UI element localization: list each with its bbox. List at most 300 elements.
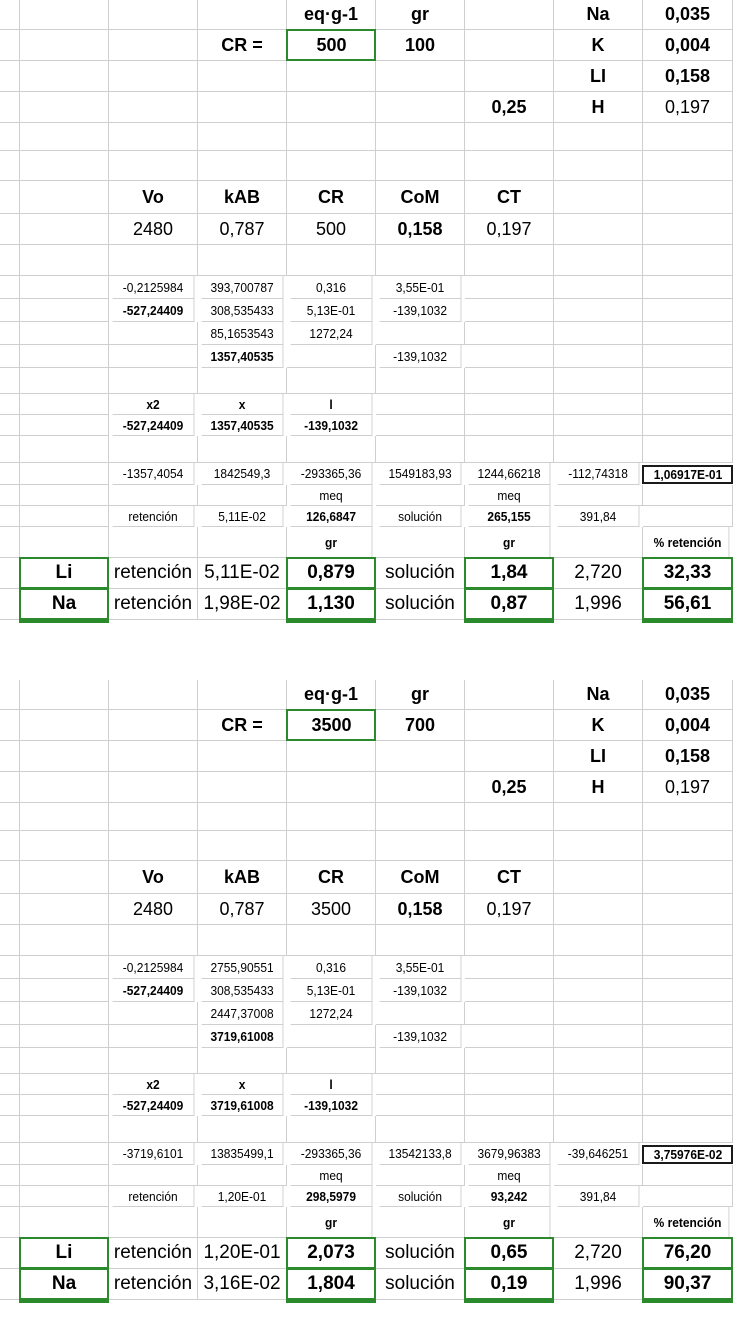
empty-cell[interactable] bbox=[287, 123, 376, 151]
empty-cell[interactable] bbox=[0, 1186, 20, 1207]
empty-cell[interactable] bbox=[20, 394, 109, 415]
empty-cell[interactable] bbox=[0, 485, 20, 506]
empty-cell[interactable] bbox=[20, 1165, 109, 1186]
empty-cell[interactable] bbox=[0, 772, 20, 803]
empty-cell[interactable] bbox=[554, 1095, 643, 1116]
empty-cell[interactable] bbox=[198, 772, 287, 803]
label-pct-retencion[interactable]: % retención bbox=[647, 527, 730, 558]
header-cr[interactable]: CR bbox=[287, 861, 376, 894]
empty-cell[interactable] bbox=[465, 0, 554, 30]
calc-cell[interactable]: -3719,6101 bbox=[113, 1143, 195, 1165]
empty-cell[interactable] bbox=[0, 181, 20, 214]
calc-cell[interactable]: 3679,96383 bbox=[469, 1143, 551, 1165]
result-retencion-value[interactable]: 5,11E-02 bbox=[198, 558, 287, 589]
label-solucion[interactable]: solución bbox=[380, 506, 462, 527]
empty-cell[interactable] bbox=[465, 345, 554, 368]
empty-cell[interactable] bbox=[109, 710, 198, 741]
empty-cell[interactable] bbox=[20, 1116, 109, 1143]
result-gr-value[interactable]: 2,073 bbox=[287, 1238, 376, 1269]
empty-cell[interactable] bbox=[0, 436, 20, 463]
empty-cell[interactable] bbox=[0, 1048, 20, 1074]
empty-cell[interactable] bbox=[465, 1048, 554, 1074]
empty-cell[interactable] bbox=[0, 1025, 20, 1048]
factor-value[interactable]: 0,25 bbox=[465, 92, 554, 123]
result-solucion-label[interactable]: solución bbox=[376, 558, 465, 589]
calc-cell[interactable]: 13542133,8 bbox=[380, 1143, 462, 1165]
empty-cell[interactable] bbox=[643, 1116, 733, 1143]
empty-cell[interactable] bbox=[109, 30, 198, 61]
empty-cell[interactable] bbox=[376, 1095, 465, 1116]
empty-cell[interactable] bbox=[109, 61, 198, 92]
empty-cell[interactable] bbox=[0, 1143, 20, 1165]
header-ct[interactable]: CT bbox=[465, 181, 554, 214]
calc-cell[interactable]: 1244,66218 bbox=[469, 463, 551, 485]
header-kab[interactable]: kAB bbox=[198, 181, 287, 214]
label-retencion[interactable]: retención bbox=[113, 506, 195, 527]
empty-cell[interactable] bbox=[376, 61, 465, 92]
empty-cell[interactable] bbox=[20, 345, 109, 368]
empty-cell[interactable] bbox=[287, 741, 376, 772]
empty-cell[interactable] bbox=[643, 1002, 733, 1025]
empty-cell[interactable] bbox=[20, 506, 109, 527]
empty-cell[interactable] bbox=[109, 1002, 198, 1025]
result-retencion-label[interactable]: retención bbox=[109, 589, 198, 620]
empty-cell[interactable] bbox=[554, 368, 643, 394]
result-ion-label[interactable]: Li bbox=[20, 558, 109, 589]
empty-cell[interactable] bbox=[643, 1074, 733, 1095]
empty-cell[interactable] bbox=[0, 506, 20, 527]
empty-cell[interactable] bbox=[0, 322, 20, 345]
calc-cell[interactable]: 0,316 bbox=[291, 276, 373, 299]
empty-cell[interactable] bbox=[554, 831, 643, 861]
empty-cell[interactable] bbox=[465, 1025, 554, 1048]
calc-cell[interactable]: -293365,36 bbox=[291, 1143, 373, 1165]
empty-cell[interactable] bbox=[20, 245, 109, 276]
result-solucion-value[interactable]: 1,84 bbox=[465, 558, 554, 589]
empty-cell[interactable] bbox=[465, 436, 554, 463]
empty-cell[interactable] bbox=[376, 123, 465, 151]
empty-cell[interactable] bbox=[287, 772, 376, 803]
empty-cell[interactable] bbox=[0, 345, 20, 368]
empty-cell[interactable] bbox=[20, 92, 109, 123]
empty-cell[interactable] bbox=[0, 925, 20, 956]
empty-cell[interactable] bbox=[287, 92, 376, 123]
empty-cell[interactable] bbox=[0, 0, 20, 30]
empty-cell[interactable] bbox=[376, 1207, 465, 1238]
empty-cell[interactable] bbox=[109, 527, 198, 558]
header-kab[interactable]: kAB bbox=[198, 861, 287, 894]
empty-cell[interactable] bbox=[643, 345, 733, 368]
result-retencion-value[interactable]: 1,20E-01 bbox=[198, 1238, 287, 1269]
empty-cell[interactable] bbox=[109, 1165, 198, 1186]
empty-cell[interactable] bbox=[287, 1048, 376, 1074]
empty-cell[interactable] bbox=[109, 245, 198, 276]
empty-cell[interactable] bbox=[109, 123, 198, 151]
empty-cell[interactable] bbox=[198, 680, 287, 710]
empty-cell[interactable] bbox=[376, 831, 465, 861]
calc-cell[interactable]: 1,20E-01 bbox=[202, 1186, 284, 1207]
empty-cell[interactable] bbox=[109, 151, 198, 181]
empty-cell[interactable] bbox=[376, 245, 465, 276]
result-solucion-label[interactable]: solución bbox=[376, 1269, 465, 1300]
empty-cell[interactable] bbox=[20, 123, 109, 151]
empty-cell[interactable] bbox=[0, 245, 20, 276]
calc-cell[interactable]: -112,74318 bbox=[558, 463, 640, 485]
factor-value[interactable]: 0,25 bbox=[465, 772, 554, 803]
root-l[interactable]: -139,1032 bbox=[291, 1095, 373, 1116]
empty-cell[interactable] bbox=[0, 1238, 20, 1269]
empty-cell[interactable] bbox=[465, 680, 554, 710]
empty-cell[interactable] bbox=[198, 803, 287, 831]
empty-cell[interactable] bbox=[643, 894, 733, 925]
value-com[interactable]: 0,158 bbox=[376, 214, 465, 245]
empty-cell[interactable] bbox=[554, 214, 643, 245]
header-vo[interactable]: Vo bbox=[109, 181, 198, 214]
empty-cell[interactable] bbox=[20, 322, 109, 345]
empty-cell[interactable] bbox=[376, 436, 465, 463]
unit-meq[interactable]: meq bbox=[469, 1165, 551, 1186]
header-ct[interactable]: CT bbox=[465, 861, 554, 894]
empty-cell[interactable] bbox=[0, 463, 20, 485]
ion-value-li[interactable]: 0,158 bbox=[643, 61, 733, 92]
empty-cell[interactable] bbox=[287, 1116, 376, 1143]
empty-cell[interactable] bbox=[376, 394, 465, 415]
empty-cell[interactable] bbox=[0, 1002, 20, 1025]
empty-cell[interactable] bbox=[198, 1048, 287, 1074]
result-solucion-value[interactable]: 0,65 bbox=[465, 1238, 554, 1269]
unit-meq[interactable]: meq bbox=[291, 1165, 373, 1186]
empty-cell[interactable] bbox=[643, 276, 733, 299]
ion-label-h[interactable]: H bbox=[554, 92, 643, 123]
calc-cell[interactable]: -0,2125984 bbox=[113, 956, 195, 979]
value-kab[interactable]: 0,787 bbox=[198, 214, 287, 245]
ion-label-li[interactable]: LI bbox=[554, 61, 643, 92]
empty-cell[interactable] bbox=[20, 1002, 109, 1025]
empty-cell[interactable] bbox=[0, 368, 20, 394]
empty-cell[interactable] bbox=[0, 956, 20, 979]
calc-cell[interactable]: -39,646251 bbox=[558, 1143, 640, 1165]
empty-cell[interactable] bbox=[376, 925, 465, 956]
calc-cell[interactable]: 85,1653543 bbox=[202, 322, 284, 345]
empty-cell[interactable] bbox=[643, 831, 733, 861]
empty-cell[interactable] bbox=[109, 1116, 198, 1143]
result-ion-label[interactable]: Na bbox=[20, 589, 109, 620]
ion-value-h[interactable]: 0,197 bbox=[643, 772, 733, 803]
empty-cell[interactable] bbox=[198, 436, 287, 463]
empty-cell[interactable] bbox=[554, 123, 643, 151]
result-solucion-value[interactable]: 0,87 bbox=[465, 589, 554, 620]
empty-cell[interactable] bbox=[554, 1165, 643, 1186]
empty-cell[interactable] bbox=[20, 0, 109, 30]
calc-cell[interactable]: 1842549,3 bbox=[202, 463, 284, 485]
empty-cell[interactable] bbox=[109, 345, 198, 368]
root-x2[interactable]: -527,24409 bbox=[113, 415, 195, 436]
empty-cell[interactable] bbox=[287, 925, 376, 956]
empty-cell[interactable] bbox=[465, 710, 554, 741]
result-pct-value[interactable]: 32,33 bbox=[643, 558, 733, 589]
empty-cell[interactable] bbox=[554, 276, 643, 299]
empty-cell[interactable] bbox=[109, 368, 198, 394]
empty-cell[interactable] bbox=[643, 151, 733, 181]
result-retencion-label[interactable]: retención bbox=[109, 558, 198, 589]
calc-cell[interactable]: 93,242 bbox=[469, 1186, 551, 1207]
calc-cell[interactable]: 1357,40535 bbox=[202, 345, 284, 368]
empty-cell[interactable] bbox=[0, 61, 20, 92]
empty-cell[interactable] bbox=[20, 831, 109, 861]
result-value[interactable]: 2,720 bbox=[554, 558, 643, 589]
header-com[interactable]: CoM bbox=[376, 861, 465, 894]
empty-cell[interactable] bbox=[287, 1025, 376, 1048]
result-retencion-value[interactable]: 1,98E-02 bbox=[198, 589, 287, 620]
empty-cell[interactable] bbox=[109, 485, 198, 506]
empty-cell[interactable] bbox=[643, 415, 733, 436]
empty-cell[interactable] bbox=[20, 527, 109, 558]
result-gr-value[interactable]: 1,130 bbox=[287, 589, 376, 620]
empty-cell[interactable] bbox=[643, 1165, 733, 1186]
empty-cell[interactable] bbox=[465, 61, 554, 92]
result-cell[interactable]: 3,75976E-02 bbox=[653, 1146, 723, 1162]
result-solucion-label[interactable]: solución bbox=[376, 589, 465, 620]
empty-cell[interactable] bbox=[376, 322, 465, 345]
empty-cell[interactable] bbox=[376, 1074, 465, 1095]
empty-cell[interactable] bbox=[554, 1025, 643, 1048]
empty-cell[interactable] bbox=[465, 368, 554, 394]
empty-cell[interactable] bbox=[554, 415, 643, 436]
empty-cell[interactable] bbox=[554, 436, 643, 463]
empty-cell[interactable] bbox=[554, 394, 643, 415]
empty-cell[interactable] bbox=[109, 322, 198, 345]
empty-cell[interactable] bbox=[198, 368, 287, 394]
empty-cell[interactable] bbox=[287, 368, 376, 394]
result-solucion-value[interactable]: 0,19 bbox=[465, 1269, 554, 1300]
empty-cell[interactable] bbox=[0, 894, 20, 925]
empty-cell[interactable] bbox=[0, 558, 20, 589]
ion-label-li[interactable]: LI bbox=[554, 741, 643, 772]
result-gr-value[interactable]: 1,804 bbox=[287, 1269, 376, 1300]
calc-cell[interactable]: 0,316 bbox=[291, 956, 373, 979]
calc-cell[interactable]: -139,1032 bbox=[380, 345, 462, 368]
ion-label-k[interactable]: K bbox=[554, 710, 643, 741]
calc-cell[interactable]: 3719,61008 bbox=[202, 1025, 284, 1048]
label-x2[interactable]: x2 bbox=[113, 394, 195, 415]
empty-cell[interactable] bbox=[465, 394, 554, 415]
empty-cell[interactable] bbox=[287, 345, 376, 368]
result-retencion-label[interactable]: retención bbox=[109, 1238, 198, 1269]
unit-gr[interactable]: gr bbox=[469, 527, 551, 558]
calc-cell[interactable]: 265,155 bbox=[469, 506, 551, 527]
empty-cell[interactable] bbox=[465, 831, 554, 861]
unit-label-gr[interactable]: gr bbox=[376, 0, 465, 30]
empty-cell[interactable] bbox=[0, 276, 20, 299]
calc-cell[interactable]: 5,13E-01 bbox=[291, 979, 373, 1002]
empty-cell[interactable] bbox=[198, 0, 287, 30]
empty-cell[interactable] bbox=[20, 1025, 109, 1048]
empty-cell[interactable] bbox=[20, 436, 109, 463]
empty-cell[interactable] bbox=[376, 151, 465, 181]
empty-cell[interactable] bbox=[554, 956, 643, 979]
empty-cell[interactable] bbox=[0, 831, 20, 861]
result-solucion-label[interactable]: solución bbox=[376, 1238, 465, 1269]
label-retencion[interactable]: retención bbox=[113, 1186, 195, 1207]
empty-cell[interactable] bbox=[109, 772, 198, 803]
empty-cell[interactable] bbox=[0, 92, 20, 123]
result-pct-value[interactable]: 76,20 bbox=[643, 1238, 733, 1269]
label-pct-retencion[interactable]: % retención bbox=[647, 1207, 730, 1238]
empty-cell[interactable] bbox=[643, 1186, 733, 1207]
empty-cell[interactable] bbox=[0, 1095, 20, 1116]
empty-cell[interactable] bbox=[20, 979, 109, 1002]
empty-cell[interactable] bbox=[643, 436, 733, 463]
empty-cell[interactable] bbox=[20, 214, 109, 245]
label-x[interactable]: x bbox=[202, 1074, 284, 1095]
ion-value-na[interactable]: 0,035 bbox=[643, 680, 733, 710]
result-pct-value[interactable]: 90,37 bbox=[643, 1269, 733, 1300]
empty-cell[interactable] bbox=[109, 1025, 198, 1048]
root-x[interactable]: 1357,40535 bbox=[202, 415, 284, 436]
empty-cell[interactable] bbox=[20, 61, 109, 92]
empty-cell[interactable] bbox=[376, 1116, 465, 1143]
empty-cell[interactable] bbox=[643, 322, 733, 345]
empty-cell[interactable] bbox=[20, 1186, 109, 1207]
empty-cell[interactable] bbox=[376, 772, 465, 803]
empty-cell[interactable] bbox=[465, 741, 554, 772]
calc-cell[interactable]: 5,13E-01 bbox=[291, 299, 373, 322]
value-ct[interactable]: 0,197 bbox=[465, 894, 554, 925]
ion-value-k[interactable]: 0,004 bbox=[643, 710, 733, 741]
empty-cell[interactable] bbox=[109, 741, 198, 772]
empty-cell[interactable] bbox=[554, 803, 643, 831]
empty-cell[interactable] bbox=[20, 1143, 109, 1165]
empty-cell[interactable] bbox=[0, 415, 20, 436]
value-vo[interactable]: 2480 bbox=[109, 214, 198, 245]
empty-cell[interactable] bbox=[287, 803, 376, 831]
empty-cell[interactable] bbox=[643, 245, 733, 276]
result-value[interactable]: 2,720 bbox=[554, 1238, 643, 1269]
empty-cell[interactable] bbox=[0, 394, 20, 415]
calc-cell[interactable]: -0,2125984 bbox=[113, 276, 195, 299]
empty-cell[interactable] bbox=[643, 368, 733, 394]
empty-cell[interactable] bbox=[0, 151, 20, 181]
empty-cell[interactable] bbox=[109, 436, 198, 463]
empty-cell[interactable] bbox=[287, 245, 376, 276]
empty-cell[interactable] bbox=[376, 92, 465, 123]
empty-cell[interactable] bbox=[0, 680, 20, 710]
ion-value-li[interactable]: 0,158 bbox=[643, 741, 733, 772]
unit-label-eqg[interactable]: eq·g-1 bbox=[287, 680, 376, 710]
empty-cell[interactable] bbox=[376, 415, 465, 436]
empty-cell[interactable] bbox=[643, 956, 733, 979]
calc-cell[interactable]: 1549183,93 bbox=[380, 463, 462, 485]
result-retencion-value[interactable]: 3,16E-02 bbox=[198, 1269, 287, 1300]
empty-cell[interactable] bbox=[465, 245, 554, 276]
calc-cell[interactable]: -1357,4054 bbox=[113, 463, 195, 485]
empty-cell[interactable] bbox=[465, 276, 554, 299]
empty-cell[interactable] bbox=[643, 979, 733, 1002]
empty-cell[interactable] bbox=[465, 925, 554, 956]
header-vo[interactable]: Vo bbox=[109, 861, 198, 894]
empty-cell[interactable] bbox=[0, 1165, 20, 1186]
empty-cell[interactable] bbox=[643, 299, 733, 322]
empty-cell[interactable] bbox=[287, 61, 376, 92]
empty-cell[interactable] bbox=[554, 345, 643, 368]
empty-cell[interactable] bbox=[287, 831, 376, 861]
empty-cell[interactable] bbox=[109, 0, 198, 30]
calc-cell[interactable]: 391,84 bbox=[558, 1186, 640, 1207]
empty-cell[interactable] bbox=[376, 527, 465, 558]
empty-cell[interactable] bbox=[109, 1207, 198, 1238]
empty-cell[interactable] bbox=[643, 925, 733, 956]
unit-gr[interactable]: gr bbox=[469, 1207, 551, 1238]
empty-cell[interactable] bbox=[0, 741, 20, 772]
empty-cell[interactable] bbox=[20, 1095, 109, 1116]
empty-cell[interactable] bbox=[198, 527, 287, 558]
value-cr[interactable]: 500 bbox=[287, 214, 376, 245]
empty-cell[interactable] bbox=[376, 1048, 465, 1074]
calc-cell[interactable]: 3,55E-01 bbox=[380, 276, 462, 299]
empty-cell[interactable] bbox=[554, 979, 643, 1002]
empty-cell[interactable] bbox=[376, 368, 465, 394]
root-l[interactable]: -139,1032 bbox=[291, 415, 373, 436]
empty-cell[interactable] bbox=[0, 979, 20, 1002]
ion-label-na[interactable]: Na bbox=[554, 680, 643, 710]
calc-cell[interactable]: -139,1032 bbox=[380, 1025, 462, 1048]
empty-cell[interactable] bbox=[20, 956, 109, 979]
empty-cell[interactable] bbox=[20, 30, 109, 61]
empty-cell[interactable] bbox=[554, 925, 643, 956]
empty-cell[interactable] bbox=[554, 1048, 643, 1074]
empty-cell[interactable] bbox=[643, 1095, 733, 1116]
unit-meq[interactable]: meq bbox=[291, 485, 373, 506]
empty-cell[interactable] bbox=[20, 710, 109, 741]
unit-gr[interactable]: gr bbox=[291, 527, 373, 558]
calc-cell[interactable]: 393,700787 bbox=[202, 276, 284, 299]
calc-cell[interactable]: -139,1032 bbox=[380, 979, 462, 1002]
empty-cell[interactable] bbox=[376, 1002, 465, 1025]
ion-value-k[interactable]: 0,004 bbox=[643, 30, 733, 61]
value-com[interactable]: 0,158 bbox=[376, 894, 465, 925]
empty-cell[interactable] bbox=[20, 1048, 109, 1074]
unit-meq[interactable]: meq bbox=[469, 485, 551, 506]
header-cr[interactable]: CR bbox=[287, 181, 376, 214]
label-x2[interactable]: x2 bbox=[113, 1074, 195, 1095]
empty-cell[interactable] bbox=[0, 123, 20, 151]
empty-cell[interactable] bbox=[287, 436, 376, 463]
empty-cell[interactable] bbox=[20, 894, 109, 925]
calc-cell[interactable]: 1272,24 bbox=[291, 322, 373, 345]
label-x[interactable]: x bbox=[202, 394, 284, 415]
empty-cell[interactable] bbox=[20, 415, 109, 436]
empty-cell[interactable] bbox=[376, 803, 465, 831]
empty-cell[interactable] bbox=[0, 710, 20, 741]
empty-cell[interactable] bbox=[0, 589, 20, 620]
ion-label-k[interactable]: K bbox=[554, 30, 643, 61]
empty-cell[interactable] bbox=[0, 803, 20, 831]
empty-cell[interactable] bbox=[465, 299, 554, 322]
calc-cell[interactable]: 2755,90551 bbox=[202, 956, 284, 979]
result-gr-value[interactable]: 0,879 bbox=[287, 558, 376, 589]
empty-cell[interactable] bbox=[109, 803, 198, 831]
empty-cell[interactable] bbox=[20, 680, 109, 710]
empty-cell[interactable] bbox=[554, 1002, 643, 1025]
empty-cell[interactable] bbox=[0, 30, 20, 61]
label-solucion[interactable]: solución bbox=[380, 1186, 462, 1207]
empty-cell[interactable] bbox=[109, 1048, 198, 1074]
empty-cell[interactable] bbox=[554, 894, 643, 925]
calc-cell[interactable]: 391,84 bbox=[558, 506, 640, 527]
calc-cell[interactable]: 5,11E-02 bbox=[202, 506, 284, 527]
empty-cell[interactable] bbox=[20, 925, 109, 956]
empty-cell[interactable] bbox=[198, 151, 287, 181]
